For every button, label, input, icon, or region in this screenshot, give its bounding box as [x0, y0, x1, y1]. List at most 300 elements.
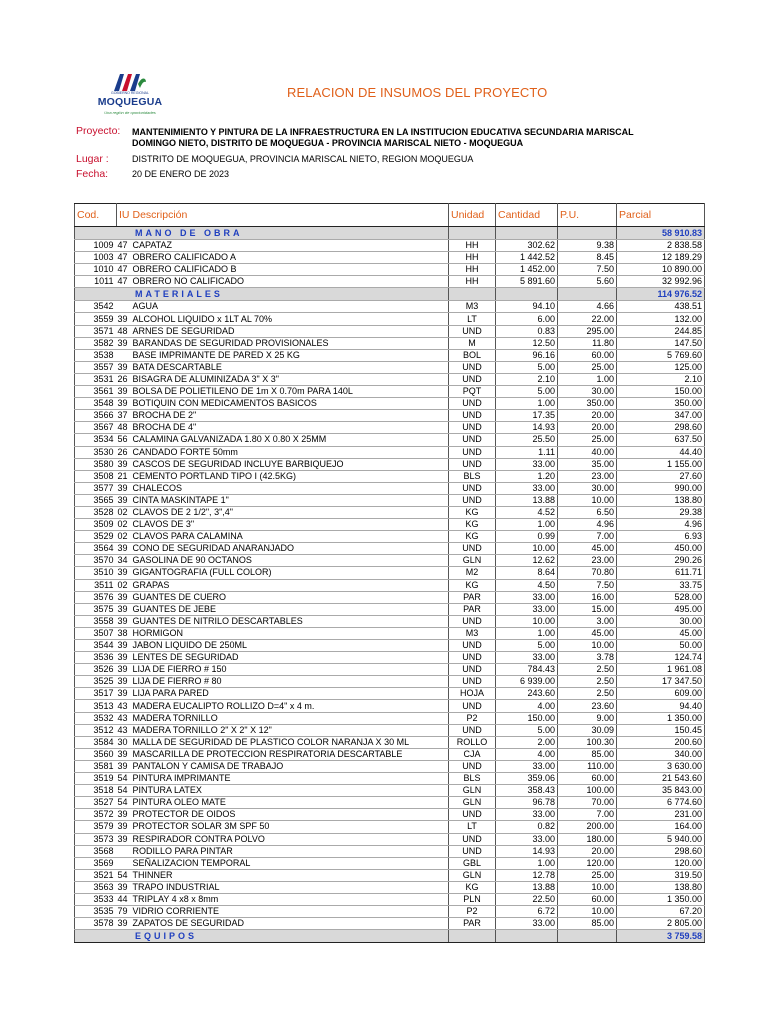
cell-iu: [117, 349, 131, 361]
cell-code: 3532: [75, 712, 117, 724]
table-row: [75, 821, 705, 833]
cell-unit: UND: [449, 398, 496, 410]
table-row: [75, 386, 705, 398]
cell-code: 1009: [75, 240, 117, 252]
cell-quantity: 6.00: [496, 313, 558, 325]
cell-code: 3573: [75, 833, 117, 845]
cell-iu: 39: [117, 458, 131, 470]
cell-unit: KG: [449, 579, 496, 591]
cell-iu: 47: [117, 276, 131, 288]
cell-iu: 54: [117, 797, 131, 809]
cell-quantity: 96.78: [496, 797, 558, 809]
cell-quantity: 6 939.00: [496, 676, 558, 688]
cell-unit: GLN: [449, 797, 496, 809]
cell-unit-price: 25.00: [558, 869, 617, 881]
table-row: [75, 313, 705, 325]
cell-description: BATA DESCARTABLE: [131, 361, 449, 373]
cell-code: 3577: [75, 482, 117, 494]
cell-quantity: 94.10: [496, 301, 558, 313]
cell-unit-price: 23.60: [558, 700, 617, 712]
cell-description: CASCOS DE SEGURIDAD INCLUYE BARBIQUEJO: [131, 458, 449, 470]
cell-description: VIDRIO CORRIENTE: [131, 906, 449, 918]
table-row: [75, 349, 705, 361]
cell-unit-price: 4.96: [558, 519, 617, 531]
table-row: [75, 881, 705, 893]
cell-description: HORMIGON: [131, 627, 449, 639]
cell-description: CALAMINA GALVANIZADA 1.80 X 0.80 X 25MM: [131, 434, 449, 446]
cell-code: 3582: [75, 337, 117, 349]
cell-description: BASE IMPRIMANTE DE PARED X 25 KG: [131, 349, 449, 361]
moquegua-logo: [94, 72, 166, 122]
cell-quantity: 5.00: [496, 361, 558, 373]
cell-unit-price: 3.78: [558, 652, 617, 664]
place-value: DISTRITO DE MOQUEGUA, PROVINCIA MARISCAL NIETO, REGION MOQUEGUA: [132, 154, 474, 164]
cell-code: 3542: [75, 301, 117, 313]
cell-unit: UND: [449, 664, 496, 676]
cell-partial: 94.40: [617, 700, 705, 712]
cell-unit: CJA: [449, 748, 496, 760]
cell-unit-price: 120.00: [558, 857, 617, 869]
cell-code: 3579: [75, 821, 117, 833]
table-row: [75, 724, 705, 736]
section-total: 58 910.83: [617, 227, 705, 240]
cell-description: BARANDAS DE SEGURIDAD PROVISIONALES: [131, 337, 449, 349]
cell-code: 3531: [75, 373, 117, 385]
cell-iu: 39: [117, 664, 131, 676]
cell-iu: 39: [117, 361, 131, 373]
cell-code: 3571: [75, 325, 117, 337]
moquegua-logo-mark-icon: [112, 72, 148, 92]
cell-unit-price: 200.00: [558, 821, 617, 833]
table-row: [75, 640, 705, 652]
cell-unit-price: 5.60: [558, 276, 617, 288]
cell-unit: PQT: [449, 386, 496, 398]
cell-unit-price: 7.00: [558, 531, 617, 543]
cell-iu: 39: [117, 615, 131, 627]
cell-code: 3584: [75, 736, 117, 748]
cell-description: OBRERO CALIFICADO A: [131, 252, 449, 264]
cell-unit-price: 11.80: [558, 337, 617, 349]
table-row: [75, 506, 705, 518]
table-row: [75, 458, 705, 470]
cell-description: GUANTES DE NITRILO DESCARTABLES: [131, 615, 449, 627]
cell-code: 3572: [75, 809, 117, 821]
cell-partial: 347.00: [617, 410, 705, 422]
cell-unit-price: 60.00: [558, 349, 617, 361]
table-row: [75, 664, 705, 676]
cell-iu: 37: [117, 410, 131, 422]
table-header-row: [75, 204, 705, 227]
table-row: [75, 652, 705, 664]
cell-partial: 164.00: [617, 821, 705, 833]
cell-description: CONO DE SEGURIDAD ANARANJADO: [131, 543, 449, 555]
cell-code: 3527: [75, 797, 117, 809]
cell-quantity: 0.83: [496, 325, 558, 337]
cell-unit-price: 23.00: [558, 470, 617, 482]
cell-unit-price: 1.00: [558, 373, 617, 385]
cell-partial: 244.85: [617, 325, 705, 337]
table-row: [75, 373, 705, 385]
cell-unit: GBL: [449, 857, 496, 869]
table-row: [75, 736, 705, 748]
cell-description: CHALECOS: [131, 482, 449, 494]
cell-description: CEMENTO PORTLAND TIPO I (42.5KG): [131, 470, 449, 482]
section-blank-cell: [558, 930, 617, 943]
cell-unit-price: 20.00: [558, 422, 617, 434]
logo-subtitle: GOBIERNO REGIONAL: [111, 91, 149, 95]
cell-unit-price: 295.00: [558, 325, 617, 337]
cell-iu: 39: [117, 386, 131, 398]
cell-unit: GLN: [449, 869, 496, 881]
cell-partial: 150.45: [617, 724, 705, 736]
cell-unit-price: 70.80: [558, 567, 617, 579]
cell-partial: 6 774.60: [617, 797, 705, 809]
cell-iu: 48: [117, 422, 131, 434]
cell-unit-price: 85.00: [558, 748, 617, 760]
cell-description: MADERA EUCALIPTO ROLLIZO D=4" x 4 m.: [131, 700, 449, 712]
cell-description: JABON LIQUIDO DE 250ML: [131, 640, 449, 652]
cell-unit-price: 110.00: [558, 760, 617, 772]
cell-code: 3558: [75, 615, 117, 627]
cell-partial: 29.38: [617, 506, 705, 518]
cell-iu: 39: [117, 688, 131, 700]
section-blank-cell: [496, 227, 558, 240]
cell-partial: 147.50: [617, 337, 705, 349]
cell-quantity: 10.00: [496, 615, 558, 627]
table-row: [75, 615, 705, 627]
cell-partial: 30.00: [617, 615, 705, 627]
table-row: [75, 361, 705, 373]
cell-code: 3559: [75, 313, 117, 325]
cell-code: 3575: [75, 603, 117, 615]
cell-description: OBRERO NO CALIFICADO: [131, 276, 449, 288]
cell-unit: KG: [449, 519, 496, 531]
cell-iu: 47: [117, 252, 131, 264]
cell-iu: 43: [117, 712, 131, 724]
cell-iu: 39: [117, 337, 131, 349]
cell-unit-price: 60.00: [558, 773, 617, 785]
table-row: [75, 845, 705, 857]
cell-iu: 02: [117, 506, 131, 518]
cell-iu: 39: [117, 640, 131, 652]
cell-description: BROCHA DE 2": [131, 410, 449, 422]
cell-partial: 2 838.58: [617, 240, 705, 252]
table-row: [75, 531, 705, 543]
cell-iu: [117, 845, 131, 857]
cell-unit-price: 3.00: [558, 615, 617, 627]
cell-code: 1010: [75, 264, 117, 276]
table-row: [75, 519, 705, 531]
table-row: [75, 785, 705, 797]
cell-code: 3507: [75, 627, 117, 639]
cell-partial: 637.50: [617, 434, 705, 446]
cell-partial: 17 347.50: [617, 676, 705, 688]
cell-code: 3560: [75, 748, 117, 760]
cell-quantity: 13.88: [496, 881, 558, 893]
cell-code: 3536: [75, 652, 117, 664]
cell-iu: 34: [117, 555, 131, 567]
cell-iu: 39: [117, 881, 131, 893]
cell-description: ALCOHOL LIQUIDO x 1LT AL 70%: [131, 313, 449, 325]
cell-unit: BOL: [449, 349, 496, 361]
cell-description: SEÑALIZACION TEMPORAL: [131, 857, 449, 869]
cell-description: TRAPO INDUSTRIAL: [131, 881, 449, 893]
date-label: Fecha:: [76, 168, 109, 180]
cell-quantity: 33.00: [496, 760, 558, 772]
table-row: [75, 410, 705, 422]
cell-iu: 39: [117, 494, 131, 506]
document-title: RELACION DE INSUMOS DEL PROYECTO: [287, 85, 548, 100]
cell-code: 3509: [75, 519, 117, 531]
cell-unit: UND: [449, 833, 496, 845]
cell-unit: UND: [449, 700, 496, 712]
cell-unit-price: 100.30: [558, 736, 617, 748]
cell-partial: 2.10: [617, 373, 705, 385]
cell-unit-price: 180.00: [558, 833, 617, 845]
cell-unit-price: 20.00: [558, 845, 617, 857]
cell-code: 3581: [75, 760, 117, 772]
cell-code: 3530: [75, 446, 117, 458]
cell-partial: 33.75: [617, 579, 705, 591]
table-row: [75, 760, 705, 772]
cell-unit-price: 35.00: [558, 458, 617, 470]
cell-unit-price: 85.00: [558, 918, 617, 930]
cell-partial: 298.60: [617, 845, 705, 857]
section-blank-cell: [449, 288, 496, 301]
cell-iu: 39: [117, 809, 131, 821]
table-row: [75, 398, 705, 410]
cell-partial: 27.60: [617, 470, 705, 482]
cell-unit-price: 45.00: [558, 627, 617, 639]
cell-unit: UND: [449, 543, 496, 555]
section-name: MANO DE OBRA: [75, 227, 449, 240]
cell-iu: 39: [117, 748, 131, 760]
cell-quantity: 33.00: [496, 591, 558, 603]
cell-iu: 02: [117, 519, 131, 531]
table-row: [75, 591, 705, 603]
cell-description: BROCHA DE 4": [131, 422, 449, 434]
table-row: [75, 797, 705, 809]
cell-unit: UND: [449, 373, 496, 385]
cell-description: TRIPLAY 4 x8 x 8mm: [131, 893, 449, 905]
cell-partial: 3 630.00: [617, 760, 705, 772]
table-row: [75, 482, 705, 494]
table-row: [75, 906, 705, 918]
section-total: 114 976.52: [617, 288, 705, 301]
cell-partial: 67.20: [617, 906, 705, 918]
cell-unit: GLN: [449, 555, 496, 567]
cell-code: 3538: [75, 349, 117, 361]
cell-quantity: 1 452.00: [496, 264, 558, 276]
table-row: [75, 603, 705, 615]
table-row: [75, 494, 705, 506]
cell-description: BOLSA DE POLIETILENO DE 1m X 0.70m PARA 140L: [131, 386, 449, 398]
cell-code: 3566: [75, 410, 117, 422]
cell-quantity: 33.00: [496, 652, 558, 664]
section-row: [75, 227, 705, 240]
cell-unit: LT: [449, 313, 496, 325]
cell-iu: 39: [117, 313, 131, 325]
cell-partial: 138.80: [617, 494, 705, 506]
logo-name: MOQUEGUA: [97, 96, 163, 108]
cell-description: MASCARILLA DE PROTECCION RESPIRATORIA DESCARTABLE: [131, 748, 449, 760]
cell-unit: HOJA: [449, 688, 496, 700]
cell-unit: UND: [449, 676, 496, 688]
cell-description: GASOLINA DE 90 OCTANOS: [131, 555, 449, 567]
cell-code: 1003: [75, 252, 117, 264]
date-value: 20 DE ENERO DE 2023: [132, 169, 230, 179]
cell-unit-price: 2.50: [558, 676, 617, 688]
cell-unit-price: 7.50: [558, 264, 617, 276]
section-name: MATERIALES: [75, 288, 449, 301]
table-row: [75, 688, 705, 700]
cell-quantity: 4.52: [496, 506, 558, 518]
project-label: Proyecto:: [76, 125, 121, 137]
cell-description: CLAVOS DE 2 1/2", 3",4": [131, 506, 449, 518]
cell-unit-price: 70.00: [558, 797, 617, 809]
table-row: [75, 337, 705, 349]
cell-unit: HH: [449, 252, 496, 264]
cell-partial: 50.00: [617, 640, 705, 652]
cell-description: OBRERO CALIFICADO B: [131, 264, 449, 276]
cell-unit: PAR: [449, 603, 496, 615]
cell-iu: 39: [117, 918, 131, 930]
cell-unit-price: 2.50: [558, 664, 617, 676]
section-blank-cell: [558, 288, 617, 301]
cell-unit-price: 20.00: [558, 410, 617, 422]
cell-code: 3563: [75, 881, 117, 893]
cell-quantity: 33.00: [496, 809, 558, 821]
cell-iu: 39: [117, 398, 131, 410]
cell-unit-price: 30.00: [558, 482, 617, 494]
supplies-table: [74, 203, 705, 943]
section-row: [75, 930, 705, 943]
cell-code: 3568: [75, 845, 117, 857]
cell-unit-price: 7.00: [558, 809, 617, 821]
cell-quantity: 25.50: [496, 434, 558, 446]
table-row: [75, 700, 705, 712]
cell-quantity: 5.00: [496, 386, 558, 398]
cell-iu: 26: [117, 373, 131, 385]
cell-unit: P2: [449, 906, 496, 918]
table-row: [75, 893, 705, 905]
cell-description: BOTIQUIN CON MEDICAMENTOS BASICOS: [131, 398, 449, 410]
cell-partial: 2 805.00: [617, 918, 705, 930]
cell-quantity: 33.00: [496, 833, 558, 845]
cell-code: 3548: [75, 398, 117, 410]
table-row: [75, 579, 705, 591]
cell-description: ZAPATOS DE SEGURIDAD: [131, 918, 449, 930]
cell-unit: PAR: [449, 591, 496, 603]
cell-iu: [117, 857, 131, 869]
cell-code: 3534: [75, 434, 117, 446]
cell-unit: UND: [449, 446, 496, 458]
cell-quantity: 12.62: [496, 555, 558, 567]
table-row: [75, 712, 705, 724]
cell-quantity: 1.00: [496, 519, 558, 531]
cell-iu: 48: [117, 325, 131, 337]
cell-unit: KG: [449, 881, 496, 893]
cell-unit: PLN: [449, 893, 496, 905]
table-row: [75, 918, 705, 930]
cell-code: 3561: [75, 386, 117, 398]
cell-description: MADERA TORNILLO 2" X 2" X 12": [131, 724, 449, 736]
cell-quantity: 4.00: [496, 700, 558, 712]
table-row: [75, 543, 705, 555]
table-body: [75, 227, 705, 943]
cell-partial: 10 890.00: [617, 264, 705, 276]
cell-iu: 21: [117, 470, 131, 482]
cell-unit: HH: [449, 264, 496, 276]
section-row: [75, 288, 705, 301]
cell-partial: 200.60: [617, 736, 705, 748]
cell-code: 1011: [75, 276, 117, 288]
cell-unit: PAR: [449, 918, 496, 930]
cell-code: 3521: [75, 869, 117, 881]
cell-quantity: 12.78: [496, 869, 558, 881]
cell-partial: 44.40: [617, 446, 705, 458]
table-row: [75, 240, 705, 252]
cell-quantity: 4.50: [496, 579, 558, 591]
cell-partial: 5 769.60: [617, 349, 705, 361]
cell-code: 3510: [75, 567, 117, 579]
cell-code: 3535: [75, 906, 117, 918]
cell-unit-price: 23.00: [558, 555, 617, 567]
col-header-unit: Unidad: [449, 204, 496, 227]
cell-iu: 39: [117, 833, 131, 845]
cell-partial: 450.00: [617, 543, 705, 555]
cell-code: 3529: [75, 531, 117, 543]
col-header-unit-price: P.U.: [558, 204, 617, 227]
cell-code: 3565: [75, 494, 117, 506]
cell-quantity: 33.00: [496, 603, 558, 615]
cell-quantity: 2.10: [496, 373, 558, 385]
section-total: 3 759.58: [617, 930, 705, 943]
col-header-description: Descripción: [131, 204, 449, 227]
cell-code: 3526: [75, 664, 117, 676]
cell-iu: 30: [117, 736, 131, 748]
cell-partial: 120.00: [617, 857, 705, 869]
cell-iu: 39: [117, 591, 131, 603]
cell-unit: UND: [449, 422, 496, 434]
cell-unit-price: 7.50: [558, 579, 617, 591]
cell-description: GUANTES DE JEBE: [131, 603, 449, 615]
cell-iu: 39: [117, 567, 131, 579]
cell-unit: UND: [449, 361, 496, 373]
cell-code: 3544: [75, 640, 117, 652]
cell-description: GUANTES DE CUERO: [131, 591, 449, 603]
table-row: [75, 809, 705, 821]
table-row: [75, 470, 705, 482]
cell-description: MALLA DE SEGURIDAD DE PLASTICO COLOR NARANJA X 30 ML: [131, 736, 449, 748]
cell-unit: UND: [449, 845, 496, 857]
cell-unit: HH: [449, 240, 496, 252]
cell-partial: 6.93: [617, 531, 705, 543]
cell-code: 3525: [75, 676, 117, 688]
cell-unit-price: 6.50: [558, 506, 617, 518]
cell-unit: UND: [449, 410, 496, 422]
cell-iu: 39: [117, 760, 131, 772]
cell-quantity: 243.60: [496, 688, 558, 700]
cell-unit-price: 25.00: [558, 434, 617, 446]
cell-unit-price: 16.00: [558, 591, 617, 603]
cell-unit: UND: [449, 615, 496, 627]
cell-partial: 12 189.29: [617, 252, 705, 264]
cell-partial: 298.60: [617, 422, 705, 434]
cell-description: LIJA PARA PARED: [131, 688, 449, 700]
cell-iu: 02: [117, 579, 131, 591]
cell-iu: 47: [117, 264, 131, 276]
